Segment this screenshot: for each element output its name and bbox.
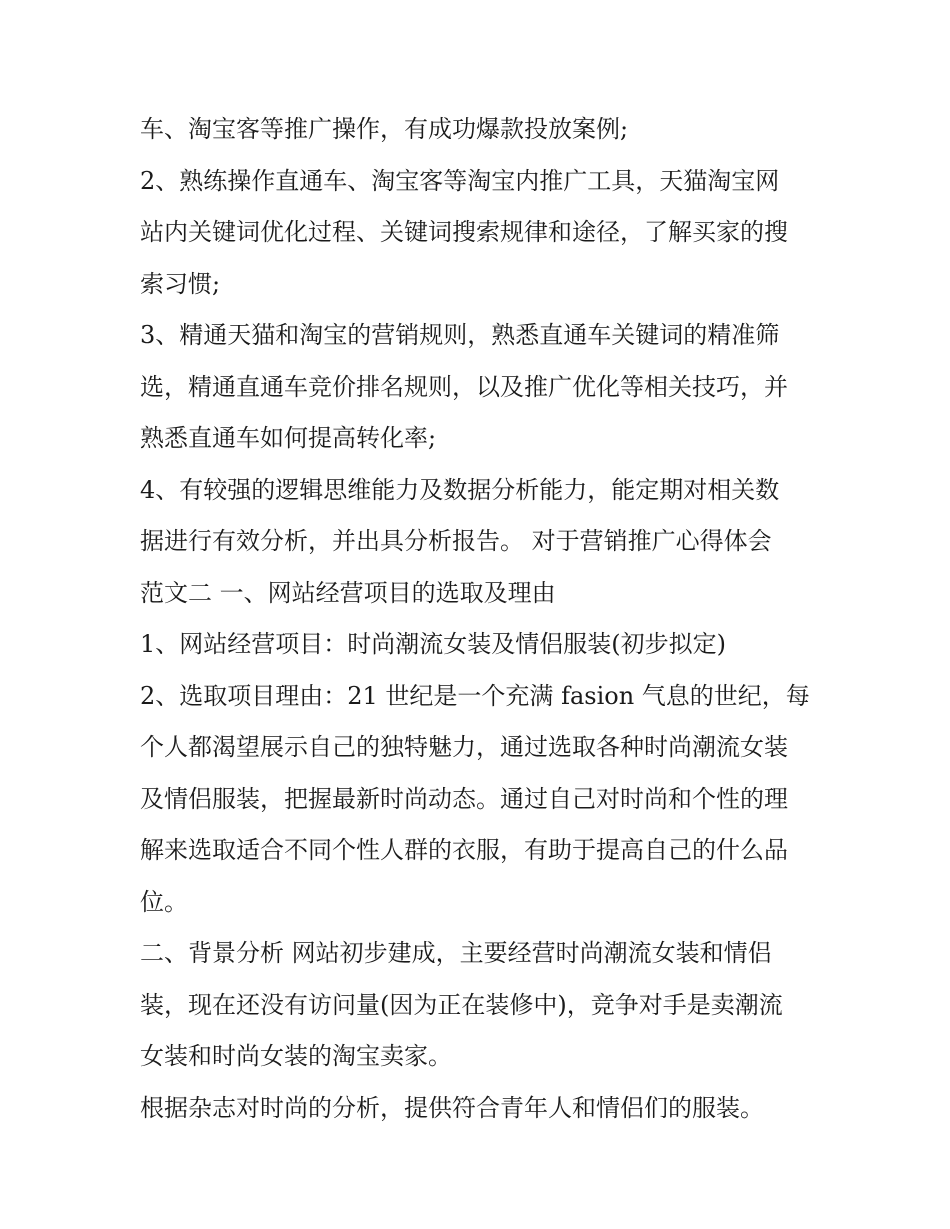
text-line: 3、精通天猫和淘宝的营销规则，熟悉直通车关键词的精准筛 (140, 321, 780, 349)
text-line: 选，精通直通车竞价排名规则，以及推广优化等相关技巧，并 (140, 372, 788, 401)
text-line: 2、选取项目理由：21 世纪是一个充满 fasion 气息的世纪，每 (140, 681, 810, 710)
text-line: 个人都渴望展示自己的独特魅力，通过选取各种时尚潮流女装 (140, 733, 788, 761)
text-line: 2、熟练操作直通车、淘宝客等淘宝内推广工具，天猫淘宝网 (140, 166, 780, 195)
document-body (140, 104, 820, 1134)
text-line: 范文二 一、网站经营项目的选取及理由 (140, 578, 556, 607)
text-line: 据进行有效分析，并出具分析报告。 对于营销推广心得体会 (140, 527, 772, 555)
text-line: 索习惯; (140, 269, 221, 298)
text-line: 女装和时尚女装的淘宝卖家。 (140, 1042, 452, 1070)
text-line: 熟悉直通车如何提高转化率; (140, 424, 437, 452)
text-line: 解来选取适合不同个性人群的衣服，有助于提高自己的什么品 (140, 836, 788, 864)
text-line: 位。 (140, 887, 188, 916)
text-line: 4、有较强的逻辑思维能力及数据分析能力，能定期对相关数 (140, 475, 780, 504)
text-line: 根据杂志对时尚的分析，提供符合青年人和情侣们的服装。 (140, 1093, 764, 1122)
text-line: 装，现在还没有访问量(因为正在装修中)，竞争对手是卖潮流 (140, 990, 783, 1019)
text-line: 车、淘宝客等推广操作，有成功爆款投放案例; (140, 115, 629, 143)
text-line: 站内关键词优化过程、关键词搜索规律和途径，了解买家的搜 (140, 218, 788, 246)
text-line: 1、网站经营项目：时尚潮流女装及情侣服装(初步拟定) (140, 630, 726, 658)
text-line: 二、背景分析 网站初步建成，主要经营时尚潮流女装和情侣 (140, 939, 772, 967)
text-line: 及情侣服装，把握最新时尚动态。通过自己对时尚和个性的理 (140, 784, 788, 813)
